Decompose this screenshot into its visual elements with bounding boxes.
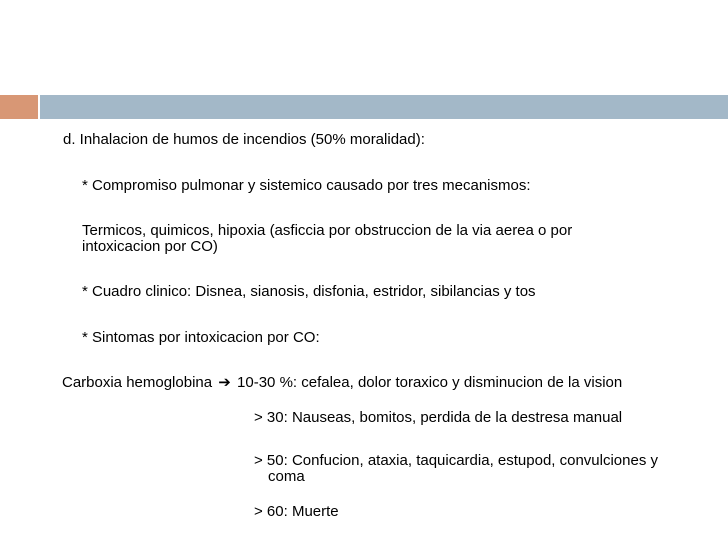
- text-line: * Cuadro clinico: Disnea, sianosis, disfonia, estridor, sibilancias y tos: [82, 283, 536, 300]
- text-segment: Carboxia hemoglobina: [62, 374, 213, 391]
- text-line: * Compromiso pulmonar y sistemico causado por tres mecanismos:: [82, 177, 531, 194]
- text-line: Termicos, quimicos, hipoxia (asficcia por obstruccion de la via aerea o por: [82, 222, 573, 239]
- text-line: coma: [268, 468, 305, 485]
- text-segment: 10-30 %: cefalea, dolor toraxico y disminucion de la vision: [237, 374, 623, 391]
- right-arrow-icon: ➔: [218, 374, 231, 391]
- text-line: d. Inhalacion de humos de incendios (50% moralidad):: [63, 131, 425, 148]
- text-line: > 50: Confucion, ataxia, taquicardia, estupod, convulciones y: [254, 452, 659, 469]
- title-bar: [40, 95, 728, 119]
- text-line: * Sintomas por intoxicacion por CO:: [82, 329, 320, 346]
- text-line: intoxicacion por CO): [82, 238, 218, 255]
- text-line: > 60: Muerte: [254, 503, 339, 520]
- text-line: [62, 374, 622, 391]
- text-line: > 30: Nauseas, bomitos, perdida de la destresa manual: [254, 409, 623, 426]
- title-bar-accent: [0, 95, 38, 119]
